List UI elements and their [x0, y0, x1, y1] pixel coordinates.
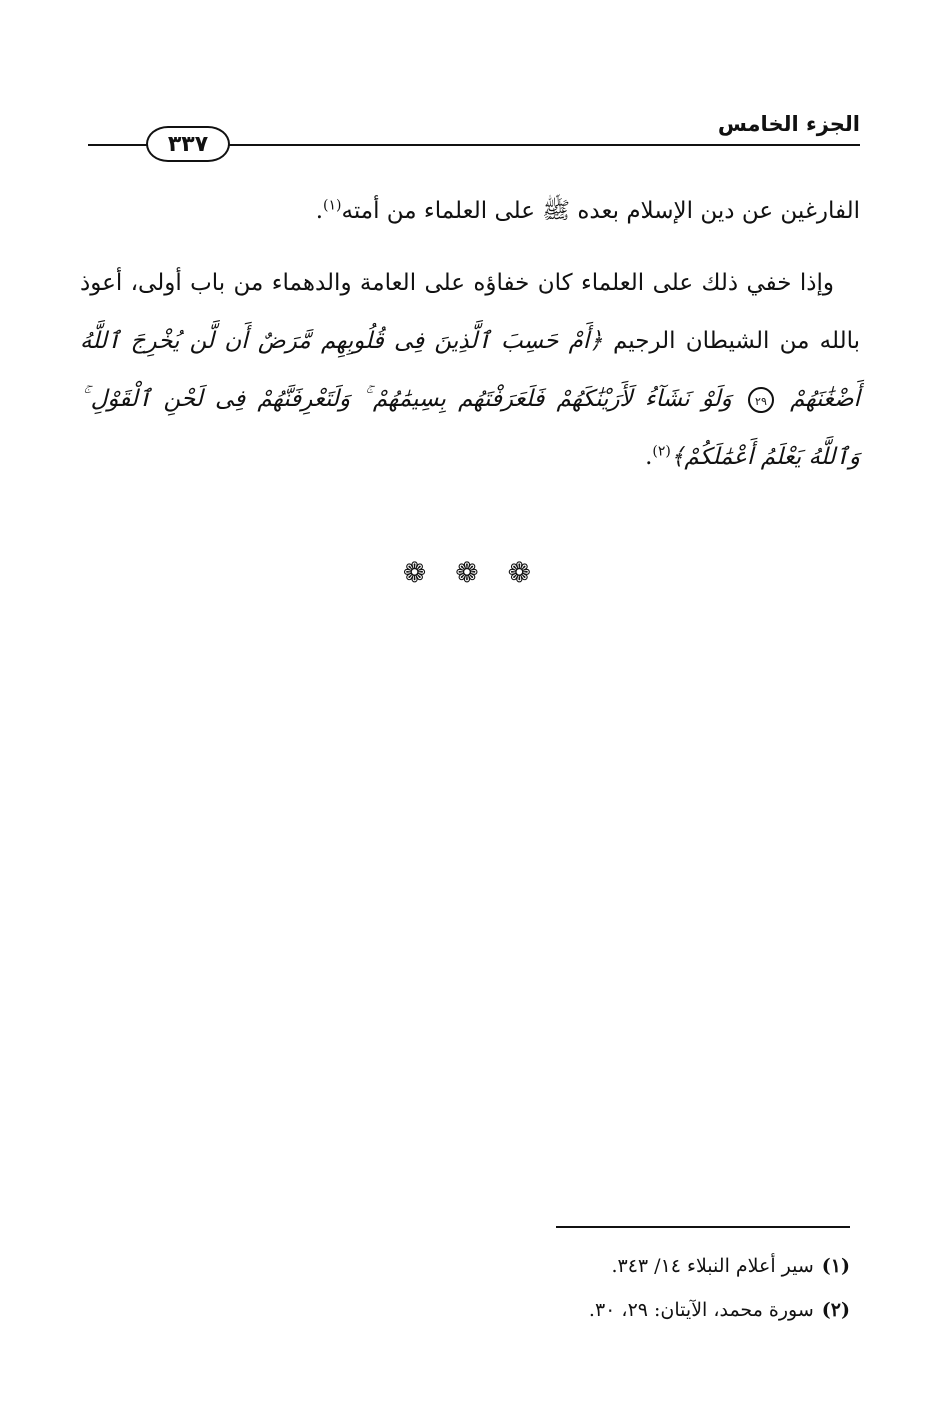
- quran-close-bracket: ﴾: [670, 444, 685, 470]
- paragraph-1-end: .: [315, 198, 324, 224]
- quran-verse-30-text: وَلَوْ نَشَآءُ لَأَرَيْنَٰكَهُمْ فَلَعَرَفْتَهُم بِسِيمَٰهُمْ ۚ وَلَتَعْرِفَنَّهُمْ فِى لَحْنِ ٱلْقَوْلِ ۚ وَٱللَّهُ يَعْلَمُ أَعْمَٰلَكُمْ: [80, 386, 860, 470]
- ornament-separator: ❁ ❁ ❁: [402, 556, 542, 589]
- footnote-1-number: (١): [821, 1255, 850, 1277]
- paragraph-2-text: وإذا خفي ذلك على العلماء كان خفاؤه على العامة والدهماء من باب أولى، أعوذ بالله من الشيطان الرجيم: [80, 270, 860, 354]
- footnote-2: [90, 1288, 850, 1332]
- footnote-1-text: سير أعلام النبلاء ١٤/ ٣٤٣.: [611, 1255, 814, 1277]
- paragraph-1: [80, 182, 860, 240]
- footnote-ref-1: (١): [323, 197, 342, 214]
- page-header: [88, 108, 860, 164]
- running-title: الجزء الخامس: [717, 112, 860, 136]
- footnote-1: [90, 1244, 850, 1288]
- quran-verse-29-text: أَمْ حَسِبَ ٱلَّذِينَ فِى قُلُوبِهِم مَّرَضٌ أَن لَّن يُخْرِجَ ٱللَّهُ أَضْغَٰنَهُمْ: [80, 328, 861, 412]
- footnotes: [90, 1244, 850, 1332]
- footnote-ref-2: (٢): [652, 443, 671, 460]
- page-number-frame: [146, 126, 230, 162]
- verse-number-marker: ٢٩: [748, 387, 774, 413]
- paragraph-2-end: .: [645, 444, 653, 470]
- main-text: [80, 182, 860, 486]
- footnote-rule: [556, 1226, 850, 1228]
- footnote-2-number: (٢): [821, 1299, 850, 1321]
- quran-open-bracket: ﴿: [589, 328, 603, 354]
- paragraph-1-text: الفارغين عن دين الإسلام بعده ﷺ على العلماء من أمته: [341, 198, 860, 224]
- paragraph-2: [80, 254, 860, 486]
- page-number: ٣٣٧: [167, 131, 209, 157]
- footnote-2-text: سورة محمد، الآيتان: ٢٩، ٣٠.: [588, 1299, 814, 1321]
